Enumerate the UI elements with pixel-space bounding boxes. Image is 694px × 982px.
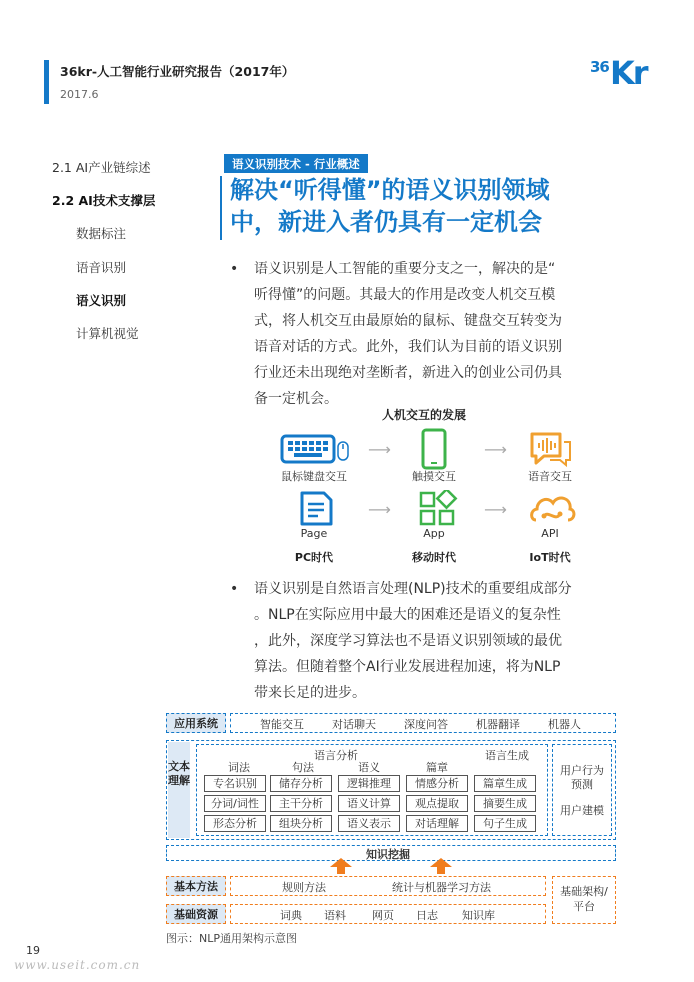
paragraph-1-line: 听得懂”的问题。其最大的作用是改变人机交互模 bbox=[254, 287, 556, 303]
interaction-label: Page bbox=[300, 527, 328, 540]
toc-item-computer-vision[interactable]: 计算机视觉 bbox=[76, 326, 139, 341]
nlp-cell: 篇章生成 bbox=[474, 775, 536, 792]
era-label: 移动时代 bbox=[412, 551, 456, 564]
nlp-cell: 专名识别 bbox=[204, 775, 266, 792]
arrow-right-icon: ⟶ bbox=[484, 500, 507, 519]
paragraph-1-line: 备一定机会。 bbox=[254, 391, 338, 407]
nlp-cell: 句子生成 bbox=[474, 815, 536, 832]
nlp-cell: 语义表示 bbox=[338, 815, 400, 832]
nlp-cell: 摘要生成 bbox=[474, 795, 536, 812]
phone-icon bbox=[420, 428, 478, 468]
figure-caption: 图示：NLP通用架构示意图 bbox=[166, 932, 297, 945]
paragraph-1-line: 语义识别是人工智能的重要分支之一，解决的是“ bbox=[254, 261, 556, 277]
logo-number: 36 bbox=[590, 58, 609, 76]
app-grid-icon bbox=[418, 490, 476, 530]
interaction-figure-title: 人机交互的发展 bbox=[382, 408, 467, 422]
paragraph-1-line: 语音对话的方式。此外，我们认为目前的语义识别 bbox=[254, 339, 562, 355]
interaction-label: API bbox=[541, 527, 559, 540]
nlp-cell: 形态分析 bbox=[204, 815, 266, 832]
section-title-line-2: 中，新进入者仍具有一定机会 bbox=[230, 208, 542, 236]
interaction-label: 触摸交互 bbox=[412, 470, 456, 483]
knowledge-mining-label: 知识挖掘 bbox=[366, 848, 410, 861]
application-item: 机器翻译 bbox=[476, 718, 520, 731]
bullet: • bbox=[230, 261, 239, 277]
paragraph-2-line: ，此外，深度学习算法也不是语义识别领域的最优 bbox=[254, 633, 562, 649]
basic-resources-label: 基础资源 bbox=[166, 904, 226, 924]
nlp-cell: 储存分析 bbox=[270, 775, 332, 792]
page-icon bbox=[298, 490, 356, 530]
resource-item: 语料 bbox=[324, 909, 346, 922]
paragraph-2-line: 带来长足的进步。 bbox=[254, 685, 366, 701]
application-item: 深度问答 bbox=[404, 718, 448, 731]
method-item: 统计与机器学习方法 bbox=[392, 881, 491, 894]
up-arrow-icon bbox=[430, 858, 452, 878]
resource-item: 日志 bbox=[416, 909, 438, 922]
report-date: 2017.6 bbox=[60, 88, 99, 101]
language-generation-header: 语言生成 bbox=[485, 749, 529, 762]
application-item: 智能交互 bbox=[260, 718, 304, 731]
paragraph-1 bbox=[230, 256, 630, 416]
header-accent-bar bbox=[44, 60, 49, 104]
application-item: 机器人 bbox=[548, 718, 581, 731]
column-header: 句法 bbox=[292, 761, 314, 774]
api-link-icon bbox=[528, 490, 586, 530]
nlp-cell: 语义计算 bbox=[338, 795, 400, 812]
nlp-cell: 对话理解 bbox=[406, 815, 468, 832]
paragraph-2-line: 。NLP在实际应用中最大的困难还是语义的复杂性 bbox=[254, 607, 561, 623]
toc-item-data-labeling[interactable]: 数据标注 bbox=[76, 226, 127, 241]
up-arrow-icon bbox=[330, 858, 352, 878]
toc-item-tech-support[interactable]: 2.2 AI技术支撑层 bbox=[52, 193, 156, 208]
keyboard-mouse-icon bbox=[280, 430, 338, 470]
nlp-cell: 主干分析 bbox=[270, 795, 332, 812]
paragraph-2 bbox=[230, 576, 630, 710]
arrow-right-icon: ⟶ bbox=[368, 500, 391, 519]
report-title: 36kr-人工智能行业研究报告（2017年） bbox=[60, 64, 295, 79]
application-item: 对话聊天 bbox=[332, 718, 376, 731]
basic-methods-label: 基本方法 bbox=[166, 876, 226, 896]
column-header: 词法 bbox=[228, 761, 250, 774]
resource-item: 知识库 bbox=[462, 909, 495, 922]
paragraph-1-line: 行业还未出现绝对垄断者，新进入的创业公司仍具 bbox=[254, 365, 562, 381]
basic-methods-box bbox=[230, 876, 546, 896]
paragraph-2-line: 语义识别是自然语言处理(NLP)技术的重要组成部分 bbox=[254, 581, 572, 597]
toc-item-speech-recognition[interactable]: 语音识别 bbox=[76, 260, 127, 275]
nlp-cell: 情感分析 bbox=[406, 775, 468, 792]
section-title-line-1: 解决“听得懂”的语义识别领域 bbox=[230, 176, 550, 204]
title-accent-line bbox=[220, 176, 222, 240]
logo-letters: Kr bbox=[610, 54, 647, 92]
toc-item-industry-chain[interactable]: 2.1 AI产业链综述 bbox=[52, 160, 151, 175]
paragraph-1-line: 式，将人机交互由最原始的鼠标、键盘交互转变为 bbox=[254, 313, 562, 329]
user-modeling: 用户建模 bbox=[560, 804, 604, 817]
section-tag: 语义识别技术 - 行业概述 bbox=[224, 154, 368, 173]
method-item: 规则方法 bbox=[282, 881, 326, 894]
language-analysis-header: 语言分析 bbox=[314, 749, 358, 762]
nlp-cell: 分词/词性 bbox=[204, 795, 266, 812]
nlp-cell: 组块分析 bbox=[270, 815, 332, 832]
column-header: 语义 bbox=[358, 761, 380, 774]
era-label: IoT时代 bbox=[529, 551, 571, 564]
bullet: • bbox=[230, 581, 239, 597]
voice-chat-icon bbox=[528, 430, 586, 470]
toc-item-semantic-recognition[interactable]: 语义识别 bbox=[76, 293, 127, 308]
text-understanding-label: 文本理解 bbox=[168, 742, 190, 838]
user-behavior-prediction: 用户行为预测 bbox=[560, 764, 604, 791]
interaction-label: 鼠标键盘交互 bbox=[281, 470, 347, 483]
paragraph-2-line: 算法。但随着整个AI行业发展进程加速，将为NLP bbox=[254, 659, 561, 675]
column-header: 篇章 bbox=[426, 761, 448, 774]
infrastructure-label: 基础架构/平台 bbox=[560, 885, 608, 913]
era-label: PC时代 bbox=[294, 551, 334, 564]
resource-item: 词典 bbox=[280, 909, 302, 922]
application-label: 应用系统 bbox=[166, 713, 226, 733]
interaction-label: 语音交互 bbox=[528, 470, 572, 483]
nlp-cell: 逻辑推理 bbox=[338, 775, 400, 792]
arrow-right-icon: ⟶ bbox=[484, 440, 507, 459]
watermark: www.useit.com.cn bbox=[14, 958, 141, 972]
section-title bbox=[230, 174, 550, 238]
resource-item: 网页 bbox=[372, 909, 394, 922]
36kr-logo bbox=[590, 56, 652, 96]
page-number: 19 bbox=[26, 944, 40, 957]
arrow-right-icon: ⟶ bbox=[368, 440, 391, 459]
interaction-label: App bbox=[423, 527, 445, 540]
nlp-cell: 观点提取 bbox=[406, 795, 468, 812]
